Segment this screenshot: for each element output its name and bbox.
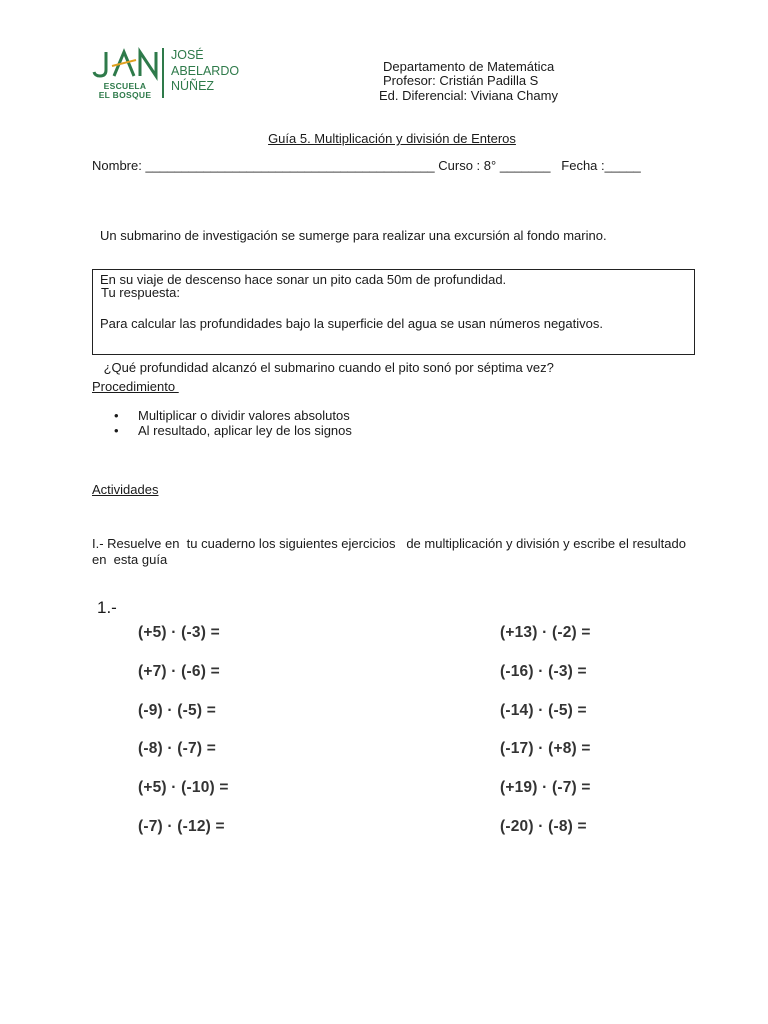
answer-label: Tu respuesta: <box>101 285 181 300</box>
activities-title: Actividades <box>92 482 159 497</box>
exercise-right-4: (-17) · (+8) = <box>500 740 591 757</box>
exercise-right-1: (+13) · (-2) = <box>500 624 591 641</box>
exercise-right-3: (-14) · (-5) = <box>500 702 587 719</box>
exercise-right-6: (-20) · (-8) = <box>500 818 587 835</box>
student-info-line[interactable]: Nombre: ________________________________________ Curso : 8° _______ Fecha :_____ <box>92 158 641 173</box>
list-item: • Al resultado, aplicar ley de los signos <box>114 423 352 438</box>
exercise-left-3: (-9) · (-5) = <box>138 702 216 719</box>
answer-box[interactable] <box>92 269 695 355</box>
exercise-left-5: (+5) · (-10) = <box>138 779 229 796</box>
list-item: • Multiplicar o dividir valores absolutos <box>114 408 350 423</box>
problem-line: ¿Qué profundidad alcanzó el submarino cuando el pito sonó por séptima vez? <box>100 359 554 375</box>
problem-line: Para calcular las profundidades bajo la superficie del agua se usan números negativos. <box>100 315 603 331</box>
procedure-list <box>114 408 352 438</box>
procedure-title: Procedimiento <box>92 379 179 394</box>
problem-line: Un submarino de investigación se sumerge para realizar una excursión al fondo marino. <box>100 228 607 244</box>
exercise-left-6: (-7) · (-12) = <box>138 818 225 835</box>
exercise-left-1: (+5) · (-3) = <box>138 624 220 641</box>
logo-divider <box>162 48 164 98</box>
department-text: Departamento de Matemática <box>383 59 555 74</box>
bullet-icon: • <box>114 423 119 438</box>
exercise-right-2: (-16) · (-3) = <box>500 663 587 680</box>
guide-title: Guía 5. Multiplicación y división de Enteros <box>268 131 516 146</box>
school-logo <box>92 46 252 102</box>
jan-logo-mark <box>92 46 164 82</box>
exercise-right-5: (+19) · (-7) = <box>500 779 591 796</box>
logo-school-subtitle: ESCUELA EL BOSQUE <box>98 81 152 100</box>
differential-teacher-text: Ed. Diferencial: Viviana Chamy <box>379 88 558 103</box>
logo-school-name: JOSÉ ABELARDO NÚÑEZ <box>171 48 240 93</box>
teacher-text: Profesor: Cristián Padilla S <box>383 73 539 88</box>
instruction-text: I.- Resuelve en tu cuaderno los siguientes ejercicios de multiplicación y división y escribe el resultado en esta guía <box>92 536 690 567</box>
bullet-icon: • <box>114 408 119 423</box>
exercise-number: 1.- <box>97 598 117 617</box>
guide-title-wrap <box>92 131 692 146</box>
exercise-left-4: (-8) · (-7) = <box>138 740 216 757</box>
problem-line: En su viaje de descenso hace sonar un pito cada 50m de profundidad. <box>100 271 507 287</box>
exercise-left-2: (+7) · (-6) = <box>138 663 220 680</box>
